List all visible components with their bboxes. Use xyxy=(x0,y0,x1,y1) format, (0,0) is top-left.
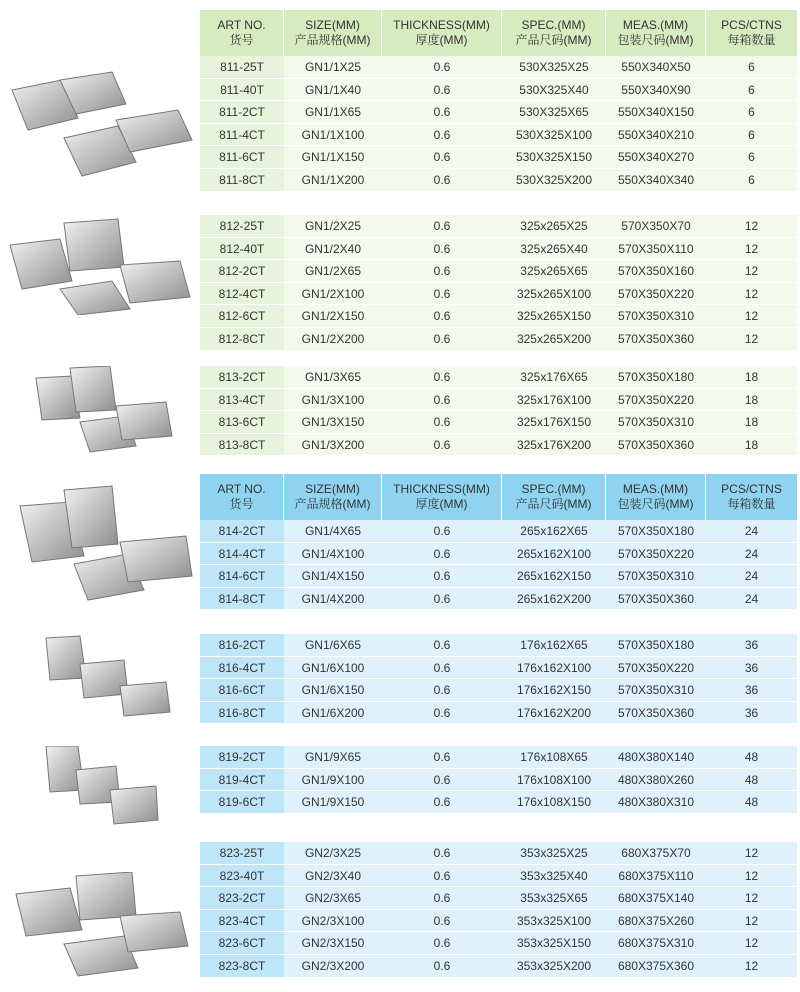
cell-thickness: 0.6 xyxy=(433,750,451,764)
cell-pcs-per-carton: 36 xyxy=(744,683,759,698)
cell-pcs-per-carton: 6 xyxy=(748,150,755,165)
spec-table-812 xyxy=(200,215,797,351)
cell-art-no: 814-6CT xyxy=(200,565,284,587)
cell-meas: 570X350X220 xyxy=(617,392,695,407)
gastronorm-pan-icon xyxy=(0,872,200,982)
table-row xyxy=(200,305,797,328)
cell-meas: 570X350X180 xyxy=(617,524,695,538)
cell-spec: 325x265X25 xyxy=(520,219,588,233)
cell-spec: 265x162X200 xyxy=(516,591,592,606)
cell-size: GN2/3X200 xyxy=(301,958,365,973)
header-thickness xyxy=(382,10,502,56)
table-row xyxy=(200,543,797,566)
cell-art-no: 823-2CT xyxy=(200,887,284,909)
cell-pcs-per-carton: 24 xyxy=(744,546,759,561)
table-row xyxy=(200,588,797,611)
cell-pcs-per-carton: 24 xyxy=(744,524,759,538)
gastronorm-pan-icon xyxy=(0,70,200,190)
cell-meas: 680X375X140 xyxy=(617,891,695,906)
table-row xyxy=(200,124,797,147)
cell-spec: 353x325X100 xyxy=(516,913,592,928)
cell-size: GN1/6X65 xyxy=(304,638,362,652)
cell-art-no: 811-40T xyxy=(200,79,284,101)
cell-spec: 176x108X150 xyxy=(516,795,592,810)
cell-pcs-per-carton: 12 xyxy=(744,868,759,883)
cell-meas: 480X380X260 xyxy=(617,772,695,787)
cell-spec: 530X325X40 xyxy=(519,82,589,97)
table-row xyxy=(200,411,797,434)
cell-art-no: 816-4CT xyxy=(200,657,284,679)
cell-thickness: 0.6 xyxy=(433,415,451,430)
header-label-zh: 产品尺码(MM) xyxy=(515,497,592,511)
table-row xyxy=(200,169,797,192)
cell-pcs-per-carton: 12 xyxy=(744,286,759,301)
cell-thickness: 0.6 xyxy=(433,219,451,233)
cell-pcs-per-carton: 36 xyxy=(744,660,759,675)
table-row xyxy=(200,955,797,978)
cell-size: GN2/3X40 xyxy=(304,868,362,883)
pan-illustration xyxy=(0,484,200,609)
cell-size: GN1/1X40 xyxy=(304,82,362,97)
table-row xyxy=(200,146,797,169)
cell-size: GN1/9X150 xyxy=(301,795,365,810)
cell-spec: 325x176X150 xyxy=(516,415,592,430)
cell-art-no: 811-2CT xyxy=(200,101,284,123)
cell-pcs-per-carton: 12 xyxy=(744,264,759,279)
cell-size: GN1/4X100 xyxy=(301,546,365,561)
header-pcs-per-carton xyxy=(706,10,797,56)
header-label-zh: 每箱数量 xyxy=(727,497,776,511)
cell-thickness: 0.6 xyxy=(433,331,451,346)
header-label-zh: 货号 xyxy=(229,497,254,511)
cell-pcs-per-carton: 24 xyxy=(744,591,759,606)
cell-thickness: 0.6 xyxy=(433,936,451,951)
cell-size: GN2/3X100 xyxy=(301,913,365,928)
header-thickness xyxy=(382,474,502,520)
cell-thickness: 0.6 xyxy=(433,683,451,698)
header-spec xyxy=(502,474,606,520)
cell-size: GN1/6X200 xyxy=(301,705,365,720)
table-row xyxy=(200,215,797,238)
table-row xyxy=(200,434,797,457)
pan-illustration xyxy=(0,70,200,195)
cell-size: GN1/3X100 xyxy=(301,392,365,407)
table-row xyxy=(200,366,797,389)
cell-thickness: 0.6 xyxy=(433,392,451,407)
header-art-no xyxy=(200,10,284,56)
cell-thickness: 0.6 xyxy=(433,105,451,120)
cell-art-no: 813-6CT xyxy=(200,411,284,433)
cell-thickness: 0.6 xyxy=(433,172,451,187)
cell-meas: 680X375X110 xyxy=(618,868,694,883)
cell-spec: 353x325X65 xyxy=(520,891,588,906)
header-label-en: SPEC.(MM) xyxy=(521,18,586,32)
cell-meas: 570X350X360 xyxy=(617,705,695,720)
cell-meas: 570X350X360 xyxy=(617,331,695,346)
cell-spec: 353x325X25 xyxy=(520,846,588,860)
cell-thickness: 0.6 xyxy=(433,150,451,165)
table-header xyxy=(200,474,797,520)
header-label-en: THICKNESS(MM) xyxy=(393,482,490,496)
cell-size: GN2/3X65 xyxy=(304,891,362,906)
header-meas xyxy=(606,474,706,520)
cell-size: GN1/6X150 xyxy=(301,683,365,698)
table-row xyxy=(200,657,797,680)
cell-spec: 353x325X150 xyxy=(516,936,592,951)
table-row xyxy=(200,887,797,910)
header-size xyxy=(284,10,382,56)
cell-art-no: 812-25T xyxy=(200,215,284,237)
cell-meas: 570X350X220 xyxy=(617,660,695,675)
cell-meas: 570X350X310 xyxy=(617,415,695,430)
header-label-zh: 厚度(MM) xyxy=(415,33,468,47)
cell-spec: 325x176X65 xyxy=(520,370,588,384)
cell-thickness: 0.6 xyxy=(433,370,451,384)
cell-pcs-per-carton: 6 xyxy=(748,82,755,97)
cell-spec: 176x108X100 xyxy=(516,772,592,787)
cell-thickness: 0.6 xyxy=(433,60,451,74)
cell-spec: 353x325X200 xyxy=(516,958,592,973)
cell-spec: 325x265X40 xyxy=(520,241,588,256)
cell-size: GN1/3X65 xyxy=(304,370,362,384)
cell-pcs-per-carton: 24 xyxy=(744,569,759,584)
cell-meas: 680X375X70 xyxy=(621,846,691,860)
cell-size: GN1/2X100 xyxy=(301,286,365,301)
cell-spec: 325x265X100 xyxy=(516,286,592,301)
cell-pcs-per-carton: 12 xyxy=(744,913,759,928)
cell-art-no: 819-6CT xyxy=(200,791,284,813)
header-label-en: MEAS.(MM) xyxy=(622,482,689,496)
cell-art-no: 813-4CT xyxy=(200,389,284,411)
header-meas xyxy=(606,10,706,56)
cell-meas: 570X350X180 xyxy=(617,638,695,652)
cell-spec: 176x162X200 xyxy=(516,705,592,720)
cell-spec: 530X325X25 xyxy=(519,60,589,74)
cell-art-no: 823-4CT xyxy=(200,910,284,932)
cell-thickness: 0.6 xyxy=(433,958,451,973)
cell-art-no: 812-8CT xyxy=(200,328,284,350)
table-row xyxy=(200,865,797,888)
table-row xyxy=(200,634,797,657)
table-row xyxy=(200,746,797,769)
table-row xyxy=(200,389,797,412)
cell-pcs-per-carton: 6 xyxy=(748,127,755,142)
cell-size: GN1/1X100 xyxy=(301,127,365,142)
cell-meas: 570X350X220 xyxy=(617,546,695,561)
cell-thickness: 0.6 xyxy=(433,309,451,324)
cell-pcs-per-carton: 6 xyxy=(748,172,755,187)
cell-size: GN1/4X65 xyxy=(304,524,362,538)
cell-pcs-per-carton: 36 xyxy=(744,638,759,652)
cell-spec: 353x325X40 xyxy=(520,868,588,883)
cell-spec: 265x162X65 xyxy=(520,524,588,538)
header-label-zh: 产品规格(MM) xyxy=(294,33,371,47)
cell-pcs-per-carton: 6 xyxy=(748,60,755,74)
spec-table-811 xyxy=(200,10,797,192)
header-label-en: SIZE(MM) xyxy=(305,482,360,496)
spec-table-813 xyxy=(200,366,797,456)
table-header xyxy=(200,10,797,56)
cell-meas: 570X350X70 xyxy=(621,219,691,233)
cell-size: GN1/6X100 xyxy=(301,660,365,675)
cell-pcs-per-carton: 18 xyxy=(744,437,759,452)
cell-art-no: 814-2CT xyxy=(200,520,284,542)
cell-meas: 480X380X310 xyxy=(617,795,695,810)
table-row xyxy=(200,565,797,588)
cell-spec: 530X325X100 xyxy=(515,127,593,142)
table-row xyxy=(200,910,797,933)
cell-thickness: 0.6 xyxy=(433,891,451,906)
table-row xyxy=(200,679,797,702)
header-label-zh: 产品规格(MM) xyxy=(294,497,371,511)
cell-meas: 680X375X360 xyxy=(617,958,695,973)
cell-size: GN1/9X100 xyxy=(301,772,365,787)
cell-art-no: 816-6CT xyxy=(200,679,284,701)
table-row xyxy=(200,79,797,102)
cell-size: GN2/3X150 xyxy=(301,936,365,951)
cell-art-no: 811-25T xyxy=(200,56,284,78)
spec-table-816 xyxy=(200,634,797,724)
cell-pcs-per-carton: 12 xyxy=(744,846,759,860)
cell-size: GN1/1X25 xyxy=(304,60,362,74)
cell-pcs-per-carton: 18 xyxy=(744,415,759,430)
cell-spec: 176x162X100 xyxy=(516,660,592,675)
cell-size: GN2/3X25 xyxy=(304,846,362,860)
gastronorm-pan-icon xyxy=(0,366,200,456)
header-label-zh: 产品尺码(MM) xyxy=(515,33,592,47)
cell-art-no: 814-8CT xyxy=(200,588,284,610)
table-row xyxy=(200,702,797,725)
cell-size: GN1/9X65 xyxy=(304,750,362,764)
gastronorm-pan-icon xyxy=(0,215,200,315)
cell-spec: 176x108X65 xyxy=(520,750,588,764)
cell-meas: 570X350X180 xyxy=(617,370,695,384)
cell-size: GN1/2X40 xyxy=(304,241,362,256)
spec-table-819 xyxy=(200,746,797,814)
cell-spec: 265x162X100 xyxy=(516,546,592,561)
table-row xyxy=(200,283,797,306)
cell-pcs-per-carton: 12 xyxy=(744,958,759,973)
cell-spec: 530X325X200 xyxy=(515,172,593,187)
pan-illustration xyxy=(0,634,200,729)
cell-spec: 325x265X200 xyxy=(516,331,592,346)
table-row xyxy=(200,520,797,543)
header-label-zh: 货号 xyxy=(229,33,254,47)
cell-meas: 570X350X310 xyxy=(617,683,695,698)
cell-thickness: 0.6 xyxy=(433,546,451,561)
cell-pcs-per-carton: 12 xyxy=(744,936,759,951)
cell-thickness: 0.6 xyxy=(433,591,451,606)
cell-spec: 325x265X150 xyxy=(516,309,592,324)
cell-art-no: 812-2CT xyxy=(200,260,284,282)
cell-art-no: 812-40T xyxy=(200,238,284,260)
cell-meas: 480X380X140 xyxy=(617,750,695,764)
cell-meas: 570X350X310 xyxy=(617,569,695,584)
cell-art-no: 823-6CT xyxy=(200,932,284,954)
header-art-no xyxy=(200,474,284,520)
cell-size: GN1/1X65 xyxy=(304,105,362,120)
pan-illustration xyxy=(0,872,200,987)
header-label-en: SPEC.(MM) xyxy=(521,482,586,496)
header-label-en: MEAS.(MM) xyxy=(622,18,689,32)
cell-meas: 680X375X310 xyxy=(617,936,695,951)
table-row xyxy=(200,238,797,261)
cell-size: GN1/4X200 xyxy=(301,591,365,606)
cell-pcs-per-carton: 12 xyxy=(744,241,759,256)
header-label-en: ART NO. xyxy=(217,18,266,32)
cell-size: GN1/2X65 xyxy=(304,264,362,279)
spec-table-823 xyxy=(200,842,797,978)
cell-art-no: 816-8CT xyxy=(200,702,284,724)
cell-art-no: 823-8CT xyxy=(200,955,284,977)
cell-size: GN1/3X200 xyxy=(301,437,365,452)
cell-size: GN1/1X150 xyxy=(301,150,365,165)
cell-meas: 550X340X50 xyxy=(621,60,691,74)
cell-art-no: 812-6CT xyxy=(200,305,284,327)
table-row xyxy=(200,932,797,955)
header-label-zh: 每箱数量 xyxy=(727,33,776,47)
header-label-en: ART NO. xyxy=(217,482,266,496)
cell-thickness: 0.6 xyxy=(433,437,451,452)
cell-meas: 570X350X360 xyxy=(617,591,695,606)
header-label-en: PCS/CTNS xyxy=(721,482,782,496)
cell-size: GN1/3X150 xyxy=(301,415,365,430)
cell-size: GN1/2X200 xyxy=(301,331,365,346)
cell-art-no: 813-2CT xyxy=(200,366,284,388)
spec-table-814 xyxy=(200,474,797,610)
cell-pcs-per-carton: 18 xyxy=(744,392,759,407)
cell-thickness: 0.6 xyxy=(433,660,451,675)
cell-art-no: 811-4CT xyxy=(200,124,284,146)
cell-meas: 570X350X160 xyxy=(617,264,695,279)
cell-meas: 550X340X270 xyxy=(617,150,695,165)
cell-thickness: 0.6 xyxy=(433,772,451,787)
cell-meas: 570X350X360 xyxy=(617,437,695,452)
table-row xyxy=(200,769,797,792)
cell-size: GN1/2X150 xyxy=(301,309,365,324)
cell-thickness: 0.6 xyxy=(433,795,451,810)
cell-thickness: 0.6 xyxy=(433,846,451,860)
cell-pcs-per-carton: 48 xyxy=(744,772,759,787)
cell-size: GN1/4X150 xyxy=(301,569,365,584)
cell-art-no: 819-2CT xyxy=(200,746,284,768)
table-row xyxy=(200,101,797,124)
cell-thickness: 0.6 xyxy=(433,913,451,928)
cell-art-no: 823-40T xyxy=(200,865,284,887)
cell-size: GN1/1X200 xyxy=(301,172,365,187)
cell-art-no: 823-25T xyxy=(200,842,284,864)
cell-spec: 176x162X65 xyxy=(520,638,588,652)
header-label-en: THICKNESS(MM) xyxy=(393,18,490,32)
pan-illustration xyxy=(0,746,200,831)
table-row xyxy=(200,260,797,283)
cell-thickness: 0.6 xyxy=(433,705,451,720)
gastronorm-pan-icon xyxy=(0,634,200,724)
cell-pcs-per-carton: 48 xyxy=(744,750,759,764)
cell-thickness: 0.6 xyxy=(433,286,451,301)
header-label-en: PCS/CTNS xyxy=(721,18,782,32)
cell-size: GN1/2X25 xyxy=(304,219,362,233)
cell-pcs-per-carton: 12 xyxy=(744,219,759,233)
cell-spec: 530X325X150 xyxy=(515,150,593,165)
table-row xyxy=(200,328,797,351)
cell-thickness: 0.6 xyxy=(433,127,451,142)
cell-pcs-per-carton: 18 xyxy=(744,370,759,384)
pan-illustration xyxy=(0,215,200,320)
cell-spec: 530X325X65 xyxy=(519,105,589,120)
cell-meas: 570X350X110 xyxy=(618,241,694,256)
cell-thickness: 0.6 xyxy=(433,524,451,538)
cell-meas: 550X340X90 xyxy=(621,82,691,97)
cell-spec: 176x162X150 xyxy=(516,683,592,698)
cell-meas: 680X375X260 xyxy=(617,913,695,928)
cell-pcs-per-carton: 12 xyxy=(744,331,759,346)
cell-pcs-per-carton: 12 xyxy=(744,891,759,906)
cell-meas: 550X340X150 xyxy=(617,105,695,120)
cell-art-no: 813-8CT xyxy=(200,434,284,456)
table-row xyxy=(200,842,797,865)
cell-art-no: 811-8CT xyxy=(200,169,284,191)
gastronorm-pan-icon xyxy=(0,484,200,604)
cell-meas: 570X350X220 xyxy=(617,286,695,301)
cell-art-no: 812-4CT xyxy=(200,283,284,305)
header-label-en: SIZE(MM) xyxy=(305,18,360,32)
table-row xyxy=(200,791,797,814)
table-row xyxy=(200,56,797,79)
cell-pcs-per-carton: 48 xyxy=(744,795,759,810)
pan-illustration xyxy=(0,366,200,461)
cell-art-no: 819-4CT xyxy=(200,769,284,791)
header-spec xyxy=(502,10,606,56)
header-label-zh: 厚度(MM) xyxy=(415,497,468,511)
cell-spec: 325x176X200 xyxy=(516,437,592,452)
header-size xyxy=(284,474,382,520)
cell-meas: 550X340X340 xyxy=(617,172,695,187)
cell-pcs-per-carton: 12 xyxy=(744,309,759,324)
cell-art-no: 814-4CT xyxy=(200,543,284,565)
gastronorm-pan-icon xyxy=(0,746,200,826)
cell-thickness: 0.6 xyxy=(433,569,451,584)
cell-thickness: 0.6 xyxy=(433,868,451,883)
cell-art-no: 816-2CT xyxy=(200,634,284,656)
cell-spec: 325x265X65 xyxy=(520,264,588,279)
cell-pcs-per-carton: 36 xyxy=(744,705,759,720)
cell-meas: 570X350X310 xyxy=(617,309,695,324)
header-label-zh: 包装尺码(MM) xyxy=(617,33,694,47)
cell-spec: 265x162X150 xyxy=(516,569,592,584)
cell-meas: 550X340X210 xyxy=(617,127,695,142)
cell-thickness: 0.6 xyxy=(433,264,451,279)
header-label-zh: 包装尺码(MM) xyxy=(617,497,694,511)
cell-thickness: 0.6 xyxy=(433,638,451,652)
cell-spec: 325x176X100 xyxy=(516,392,592,407)
cell-thickness: 0.6 xyxy=(433,82,451,97)
cell-art-no: 811-6CT xyxy=(200,146,284,168)
cell-thickness: 0.6 xyxy=(433,241,451,256)
header-pcs-per-carton xyxy=(706,474,797,520)
cell-pcs-per-carton: 6 xyxy=(748,105,755,120)
